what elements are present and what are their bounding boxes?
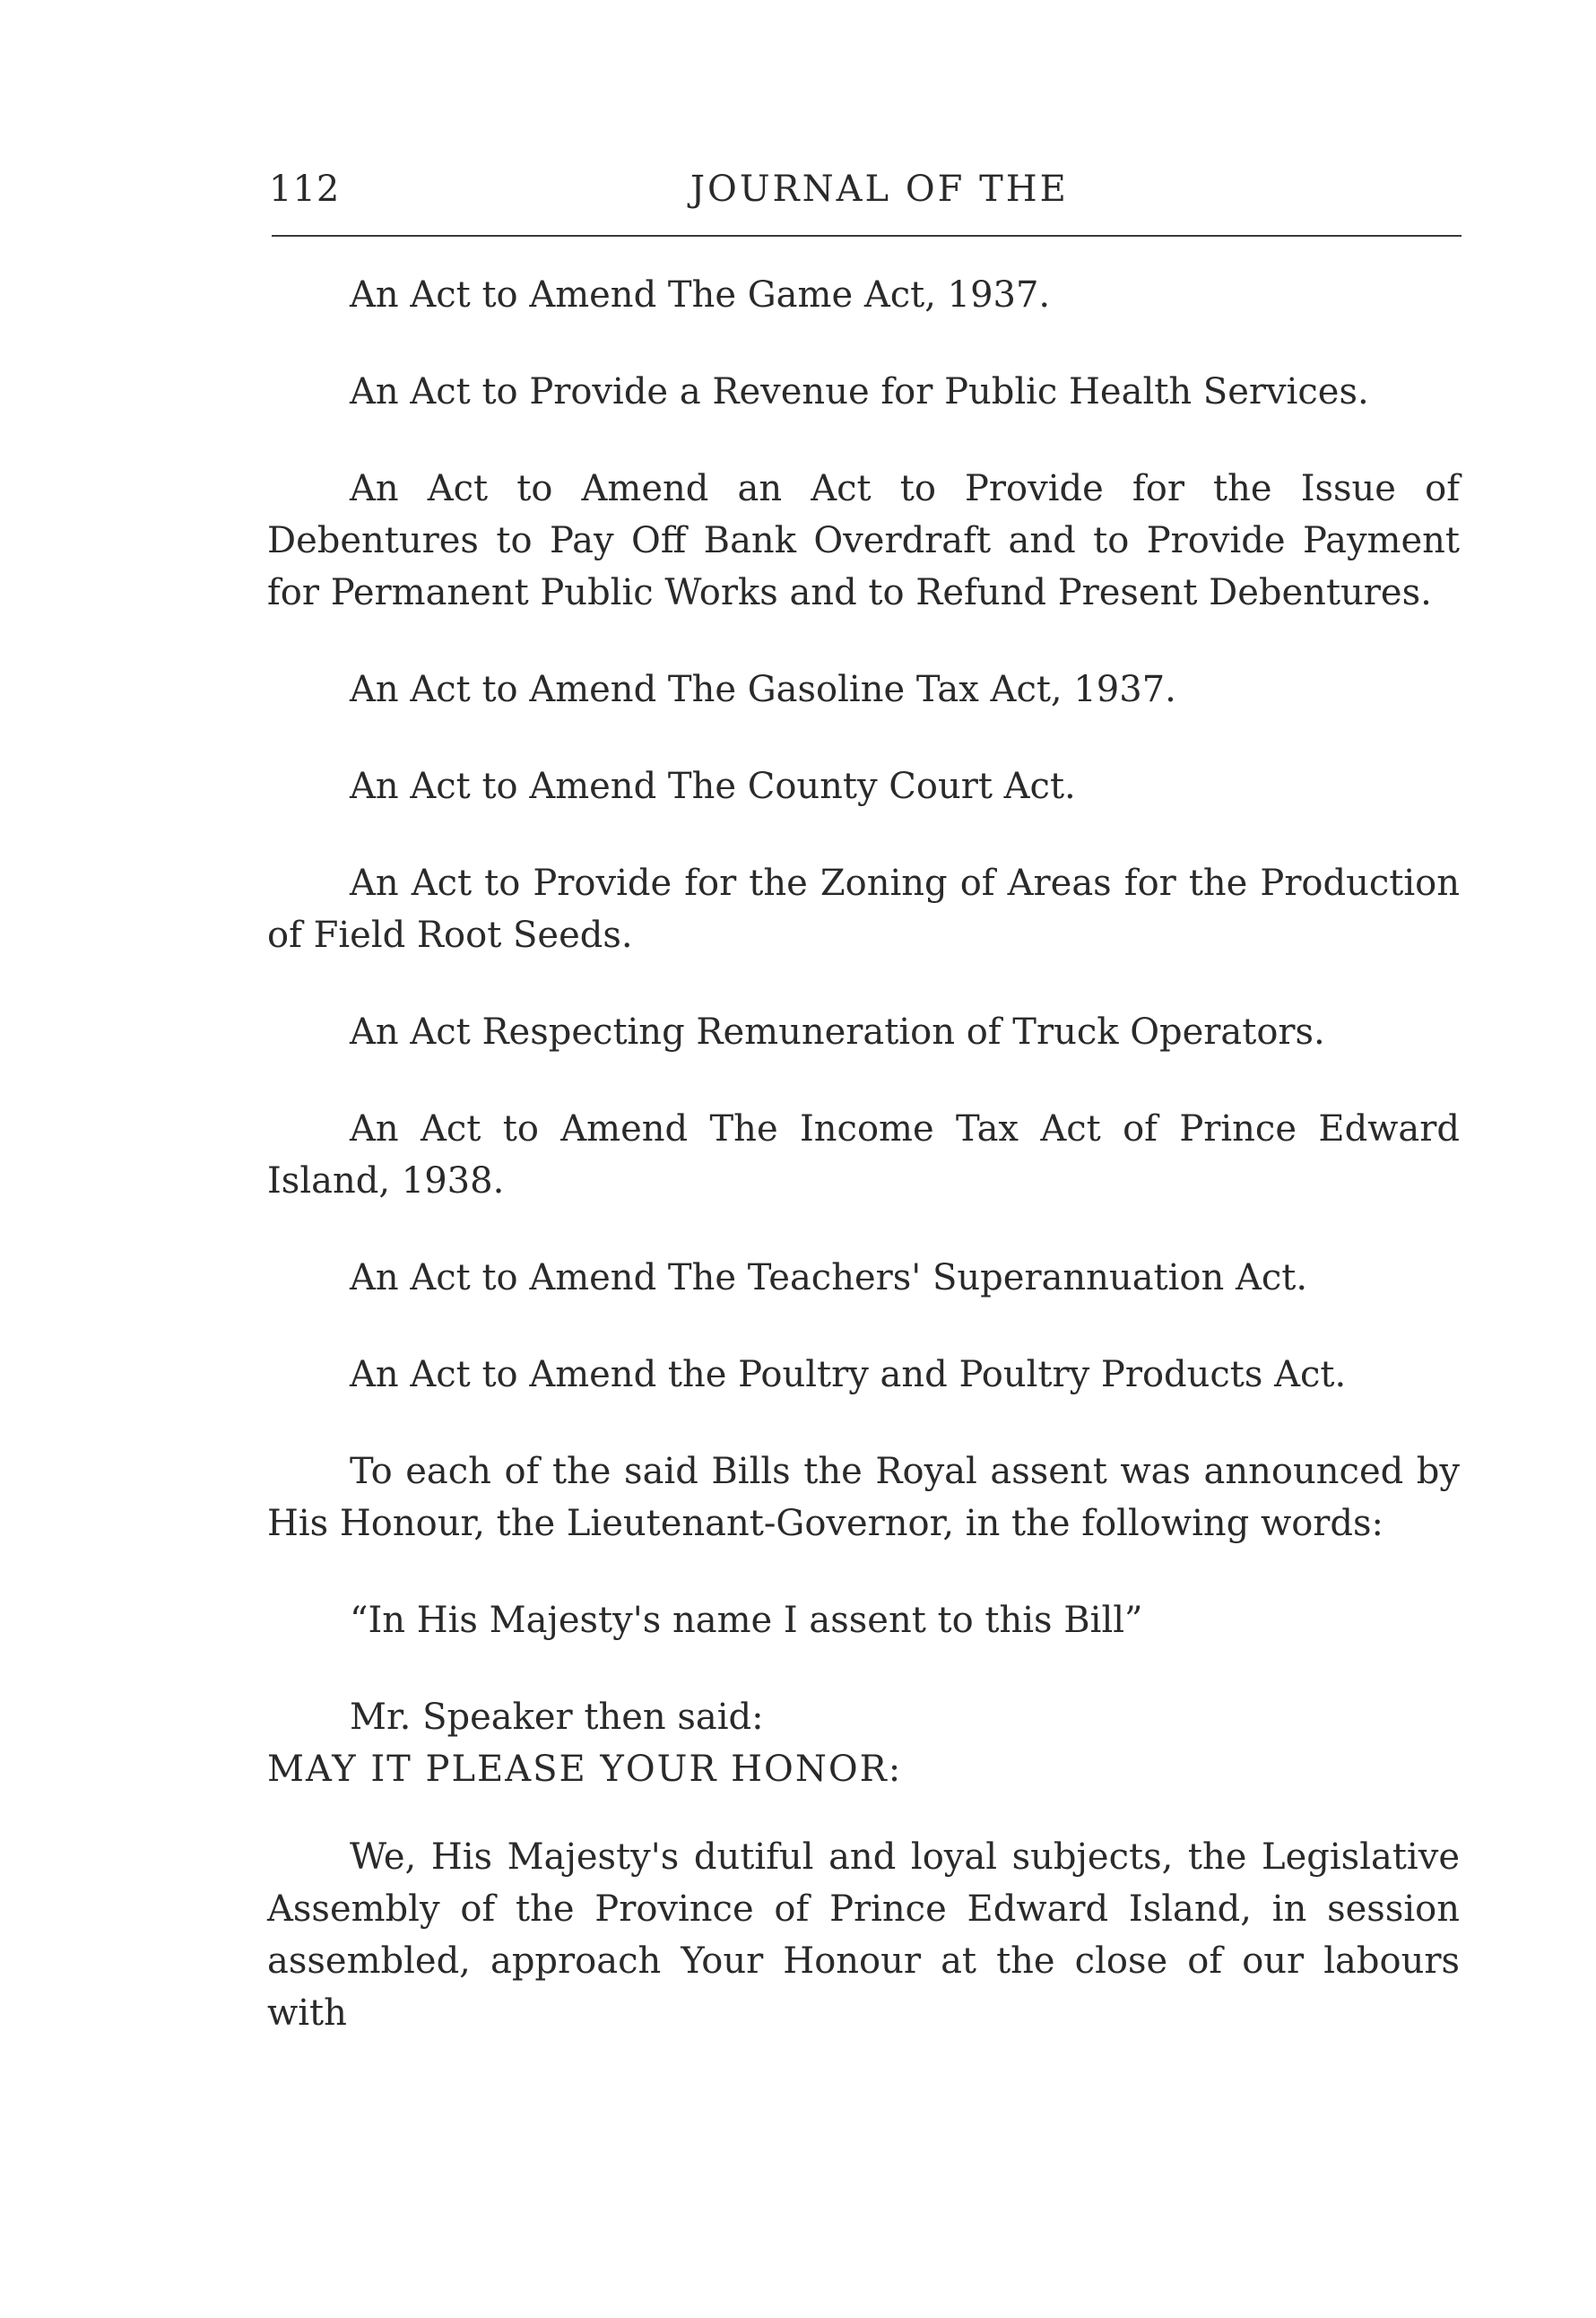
address-paragraph: We, His Majesty's dutiful and loyal subjects, the Legislative Assembly of the Province of Prince Edward Island, in session assembled, approach Your Honour at the close of our labours with [267,1836,1460,2034]
assent-words: “In His Majesty's name I assent to this Bill” [350,1600,1143,1641]
bill-title: An Act to Amend The County Court Act. [350,766,1076,807]
bill-title: An Act to Amend The Teachers' Superannuation Act. [350,1257,1308,1298]
page-body [267,269,1460,2039]
bill-title: An Act to Provide for the Zoning of Areas for the Production of Field Root Seeds. [267,863,1460,956]
bill-title: An Act to Amend The Income Tax Act of Prince Edward Island, 1938. [267,1108,1460,1202]
bill-title: An Act to Amend The Gasoline Tax Act, 1937. [350,669,1176,710]
bill-title: An Act Respecting Remuneration of Truck Operators. [350,1011,1325,1053]
bill-title: An Act to Amend an Act to Provide for the Issue of Debentures to Pay Off Bank Overdraft and to Provide Payment for Permanent Public Works and to Refund Present Debentures. [267,468,1460,613]
bill-title: An Act to Provide a Revenue for Public Health Services. [350,371,1369,412]
bill-title: An Act to Amend the Poultry and Poultry Products Act. [350,1354,1347,1395]
address-heading: MAY IT PLEASE YOUR HONOR: [267,1749,903,1790]
running-title: JOURNAL OF THE [690,169,1069,210]
header-rule [272,235,1462,237]
page-number: 112 [269,169,341,210]
page-header [269,169,1462,222]
bill-title: An Act to Amend The Game Act, 1937. [350,274,1051,316]
speaker-intro: Mr. Speaker then said: [350,1697,764,1738]
assent-statement: To each of the said Bills the Royal assent was announced by His Honour, the Lieutenant-Governor, in the following words: [267,1451,1460,1544]
